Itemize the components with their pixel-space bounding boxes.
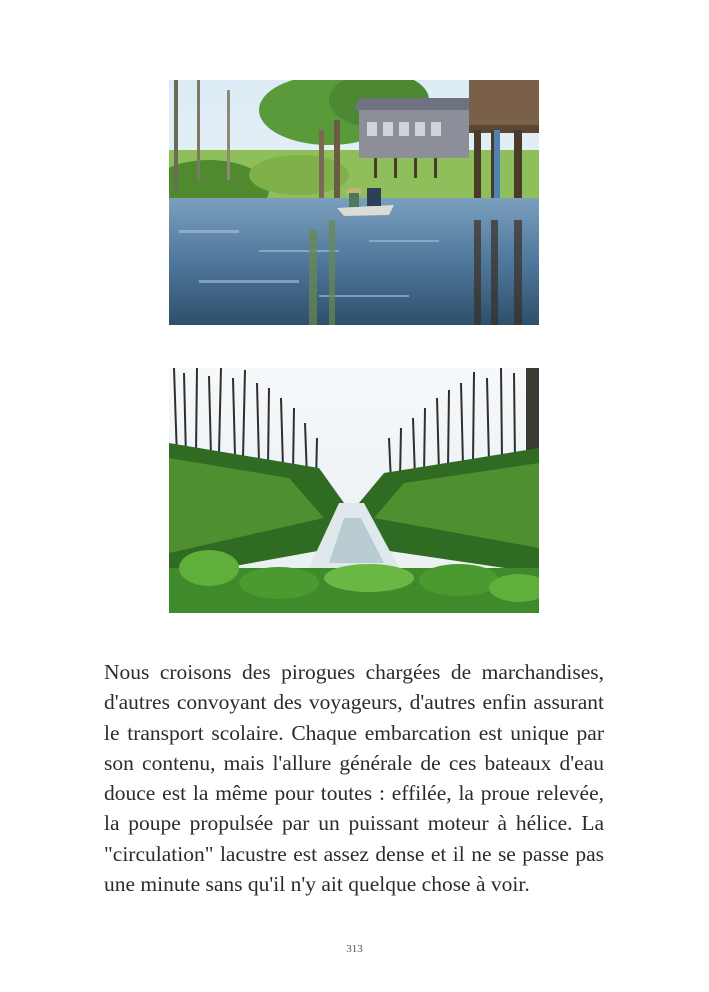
photo-boat-canal xyxy=(169,80,539,325)
page-number: 313 xyxy=(346,943,363,955)
body-paragraph: Nous croisons des pirogues chargées de marchandises, d'autres convoyant des voyageurs, d'autres enfin assurant le transport scolaire. Chaque embarcation est unique par son contenu, mais l'allure générale de ces bateaux d'eau douce est la même pour toutes : effilée, la proue relevée, la poupe propulsée par un puissant moteur à hélice. La "circulation" lacustre est assez dense et il ne se passe pas une minute sans qu'il n'y ait quelque chose à voir. xyxy=(104,660,604,897)
photo-floating-gardens xyxy=(169,368,539,613)
boat-canal-illustration xyxy=(169,80,539,325)
floating-gardens-illustration xyxy=(169,368,539,613)
